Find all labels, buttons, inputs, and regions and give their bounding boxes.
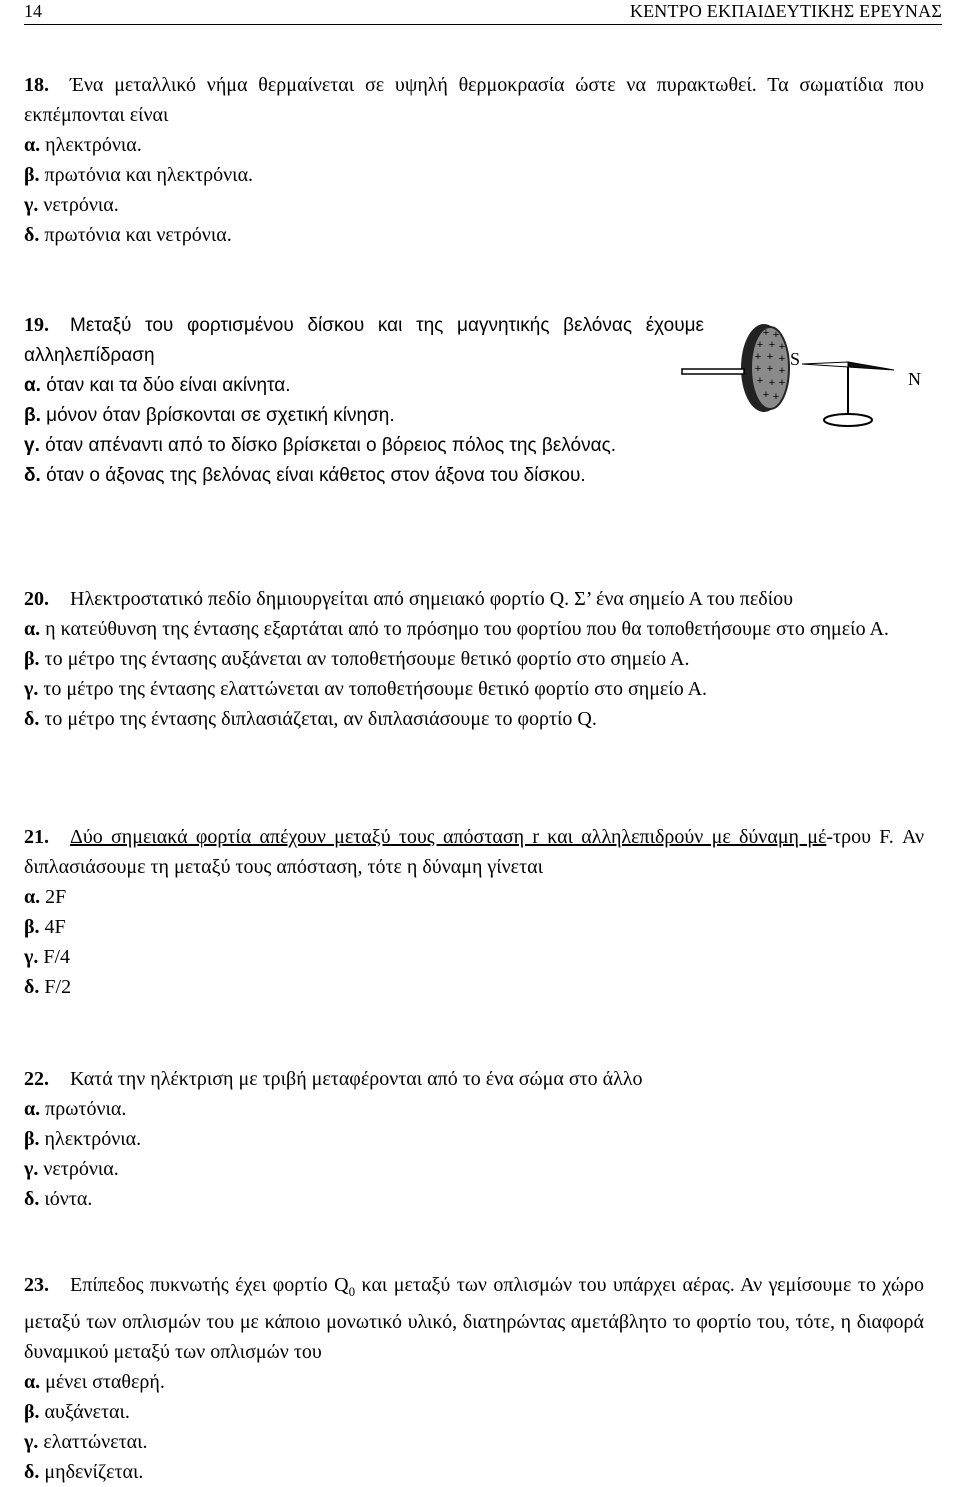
option-d: δ. το μέτρο της έντασης διπλασιάζεται, αν διπλασιάσουμε το φορτίο Q.: [24, 708, 597, 730]
question-number: 19.: [24, 314, 49, 336]
charge-plus: +: [772, 391, 780, 403]
question-stem: [24, 310, 704, 371]
question-18: [24, 70, 924, 250]
option-c: γ. νετρόνια.: [24, 194, 119, 216]
page-header: [24, 0, 942, 25]
question-text: Ένα μεταλλικό νήμα θερμαίνεται σε υψηλή θερμοκρασία ώστε να πυρακτωθεί. Τα σωματίδια που εκπέμπονται είναι: [24, 74, 924, 126]
question-stem: [24, 1270, 924, 1367]
question-text: Κατά την ηλέκτριση με τριβή μεταφέρονται από το ένα σώμα στο άλλο: [70, 1068, 643, 1090]
option-b: β. αυξάνεται.: [24, 1401, 130, 1423]
option-b: β. ηλεκτρόνια.: [24, 1128, 142, 1150]
option-d: δ. όταν ο άξονας της βελόνας είναι κάθετος στον άξονα του δίσκου.: [24, 465, 586, 486]
north-label: N: [908, 369, 921, 389]
charge-plus: +: [778, 353, 786, 365]
charge-plus: +: [778, 365, 786, 377]
charge-plus: +: [756, 339, 764, 351]
question-20: [24, 584, 924, 734]
diagram-svg: [680, 320, 940, 450]
question-text: Επίπεδος πυκνωτής έχει φορτίο Q: [70, 1274, 349, 1296]
question-number: 21.: [24, 826, 49, 848]
charge-plus: +: [768, 377, 776, 389]
charge-plus: +: [766, 351, 774, 363]
question-number: 23.: [24, 1274, 49, 1296]
question-text: τρου F. Αν διπλασιάσουμε τη μεταξύ τους απόσταση, τότε η δύναμη γίνεται: [24, 826, 924, 878]
option-a: α. ηλεκτρόνια.: [24, 134, 142, 156]
option-b: β. μόνον όταν βρίσκονται σε σχετική κίνηση.: [24, 405, 395, 426]
needle-south-half: [802, 362, 848, 367]
option-b: β. το μέτρο της έντασης αυξάνεται αν τοποθετήσουμε θετικό φορτίο στο σημείο Α.: [24, 648, 690, 670]
option-c: γ. το μέτρο της έντασης ελαττώνεται αν τοποθετήσουμε θετικό φορτίο στο σημείο Α.: [24, 678, 708, 700]
question-text-underlined: Δύο σημειακά φορτία απέχουν μεταξύ τους απόσταση r και αλληλεπιδρούν με δύναμη μέ: [70, 826, 827, 848]
needle-base: [824, 414, 872, 426]
question-number: 18.: [24, 74, 49, 96]
charge-plus: +: [766, 363, 774, 375]
charge-plus: +: [768, 339, 776, 351]
option-a: α. μένει σταθερή.: [24, 1371, 165, 1393]
header-title: ΚΕΝΤΡΟ ΕΚΠΑΙΔΕΥΤΙΚΗΣ ΕΡΕΥΝΑΣ: [629, 1, 942, 21]
question-21: [24, 822, 924, 1002]
charge-plus: +: [754, 363, 762, 375]
charge-plus: +: [762, 389, 770, 401]
option-b: β. 4F: [24, 916, 66, 938]
question-text: Μεταξύ του φορτισμένου δίσκου και της μαγνητικής βελόνας έχουμε αλληλεπίδραση: [24, 315, 704, 366]
question-number: 22.: [24, 1068, 49, 1090]
charge-plus: +: [778, 377, 786, 389]
question-stem: 21. Δύο σημειακά φορτία απέχουν μεταξύ τους απόσταση r και αλληλεπιδρούν με δύναμη μέ-τρου F. Αν διπλασιάσουμε τη μεταξύ τους απόσταση, τότε η δύναμη γίνεται: [24, 822, 924, 882]
option-c: γ. όταν απέναντι από το δίσκο βρίσκεται ο βόρειος πόλος της βελόνας.: [24, 435, 617, 456]
charge-plus: +: [778, 341, 786, 353]
question-stem: [24, 70, 924, 130]
question-stem: [24, 584, 924, 614]
south-label: S: [790, 349, 801, 369]
option-d: δ. μηδενίζεται.: [24, 1461, 144, 1483]
option-c: γ. νετρόνια.: [24, 1158, 119, 1180]
disk-needle-diagram: [680, 320, 940, 450]
option-d: δ. πρωτόνια και νετρόνια.: [24, 224, 232, 246]
option-a: α. η κατεύθυνση της έντασης εξαρτάται από το πρόσημο του φορτίου που θα τοποθετήσουμε στο σημείο Α.: [24, 618, 889, 640]
page-number: 14: [24, 1, 42, 21]
option-d: δ. F/2: [24, 976, 72, 998]
charge-plus: +: [772, 329, 780, 341]
question-text: Ηλεκτροστατικό πεδίο δημιουργείται από σημειακό φορτίο Q. Σ’ ένα σημείο Α του πεδίου: [70, 588, 794, 610]
needle-north-half: [848, 362, 894, 370]
question-text-cont: και μεταξύ των οπλισμών του υπάρχει αέρας. Αν γεμίσουμε το χώρο μεταξύ των οπλισμών του με κάποιο μονωτικό υλικό, διατηρώντας αμετάβλητο το φορτίο του, τότε, η διαφορά δυναμικού μεταξύ των οπλισμών του: [24, 1274, 925, 1363]
charge-plus: +: [762, 327, 770, 339]
question-subscript: 0: [348, 1284, 356, 1299]
option-a: α. 2F: [24, 886, 67, 908]
option-a: α. όταν και τα δύο είναι ακίνητα.: [24, 375, 291, 396]
option-a: α. πρωτόνια.: [24, 1098, 127, 1120]
option-d: δ. ιόντα.: [24, 1188, 93, 1210]
charge-plus: +: [756, 375, 764, 387]
option-c: γ. ελαττώνεται.: [24, 1431, 148, 1453]
option-b: β. πρωτόνια και ηλεκτρόνια.: [24, 164, 254, 186]
charge-plus: +: [754, 351, 762, 363]
option-c: γ. F/4: [24, 946, 71, 968]
question-19: [24, 310, 704, 491]
question-number: 20.: [24, 588, 49, 610]
question-22: [24, 1064, 924, 1214]
question-23: [24, 1270, 924, 1487]
disk-rod: [682, 369, 744, 374]
question-stem: [24, 1064, 924, 1094]
